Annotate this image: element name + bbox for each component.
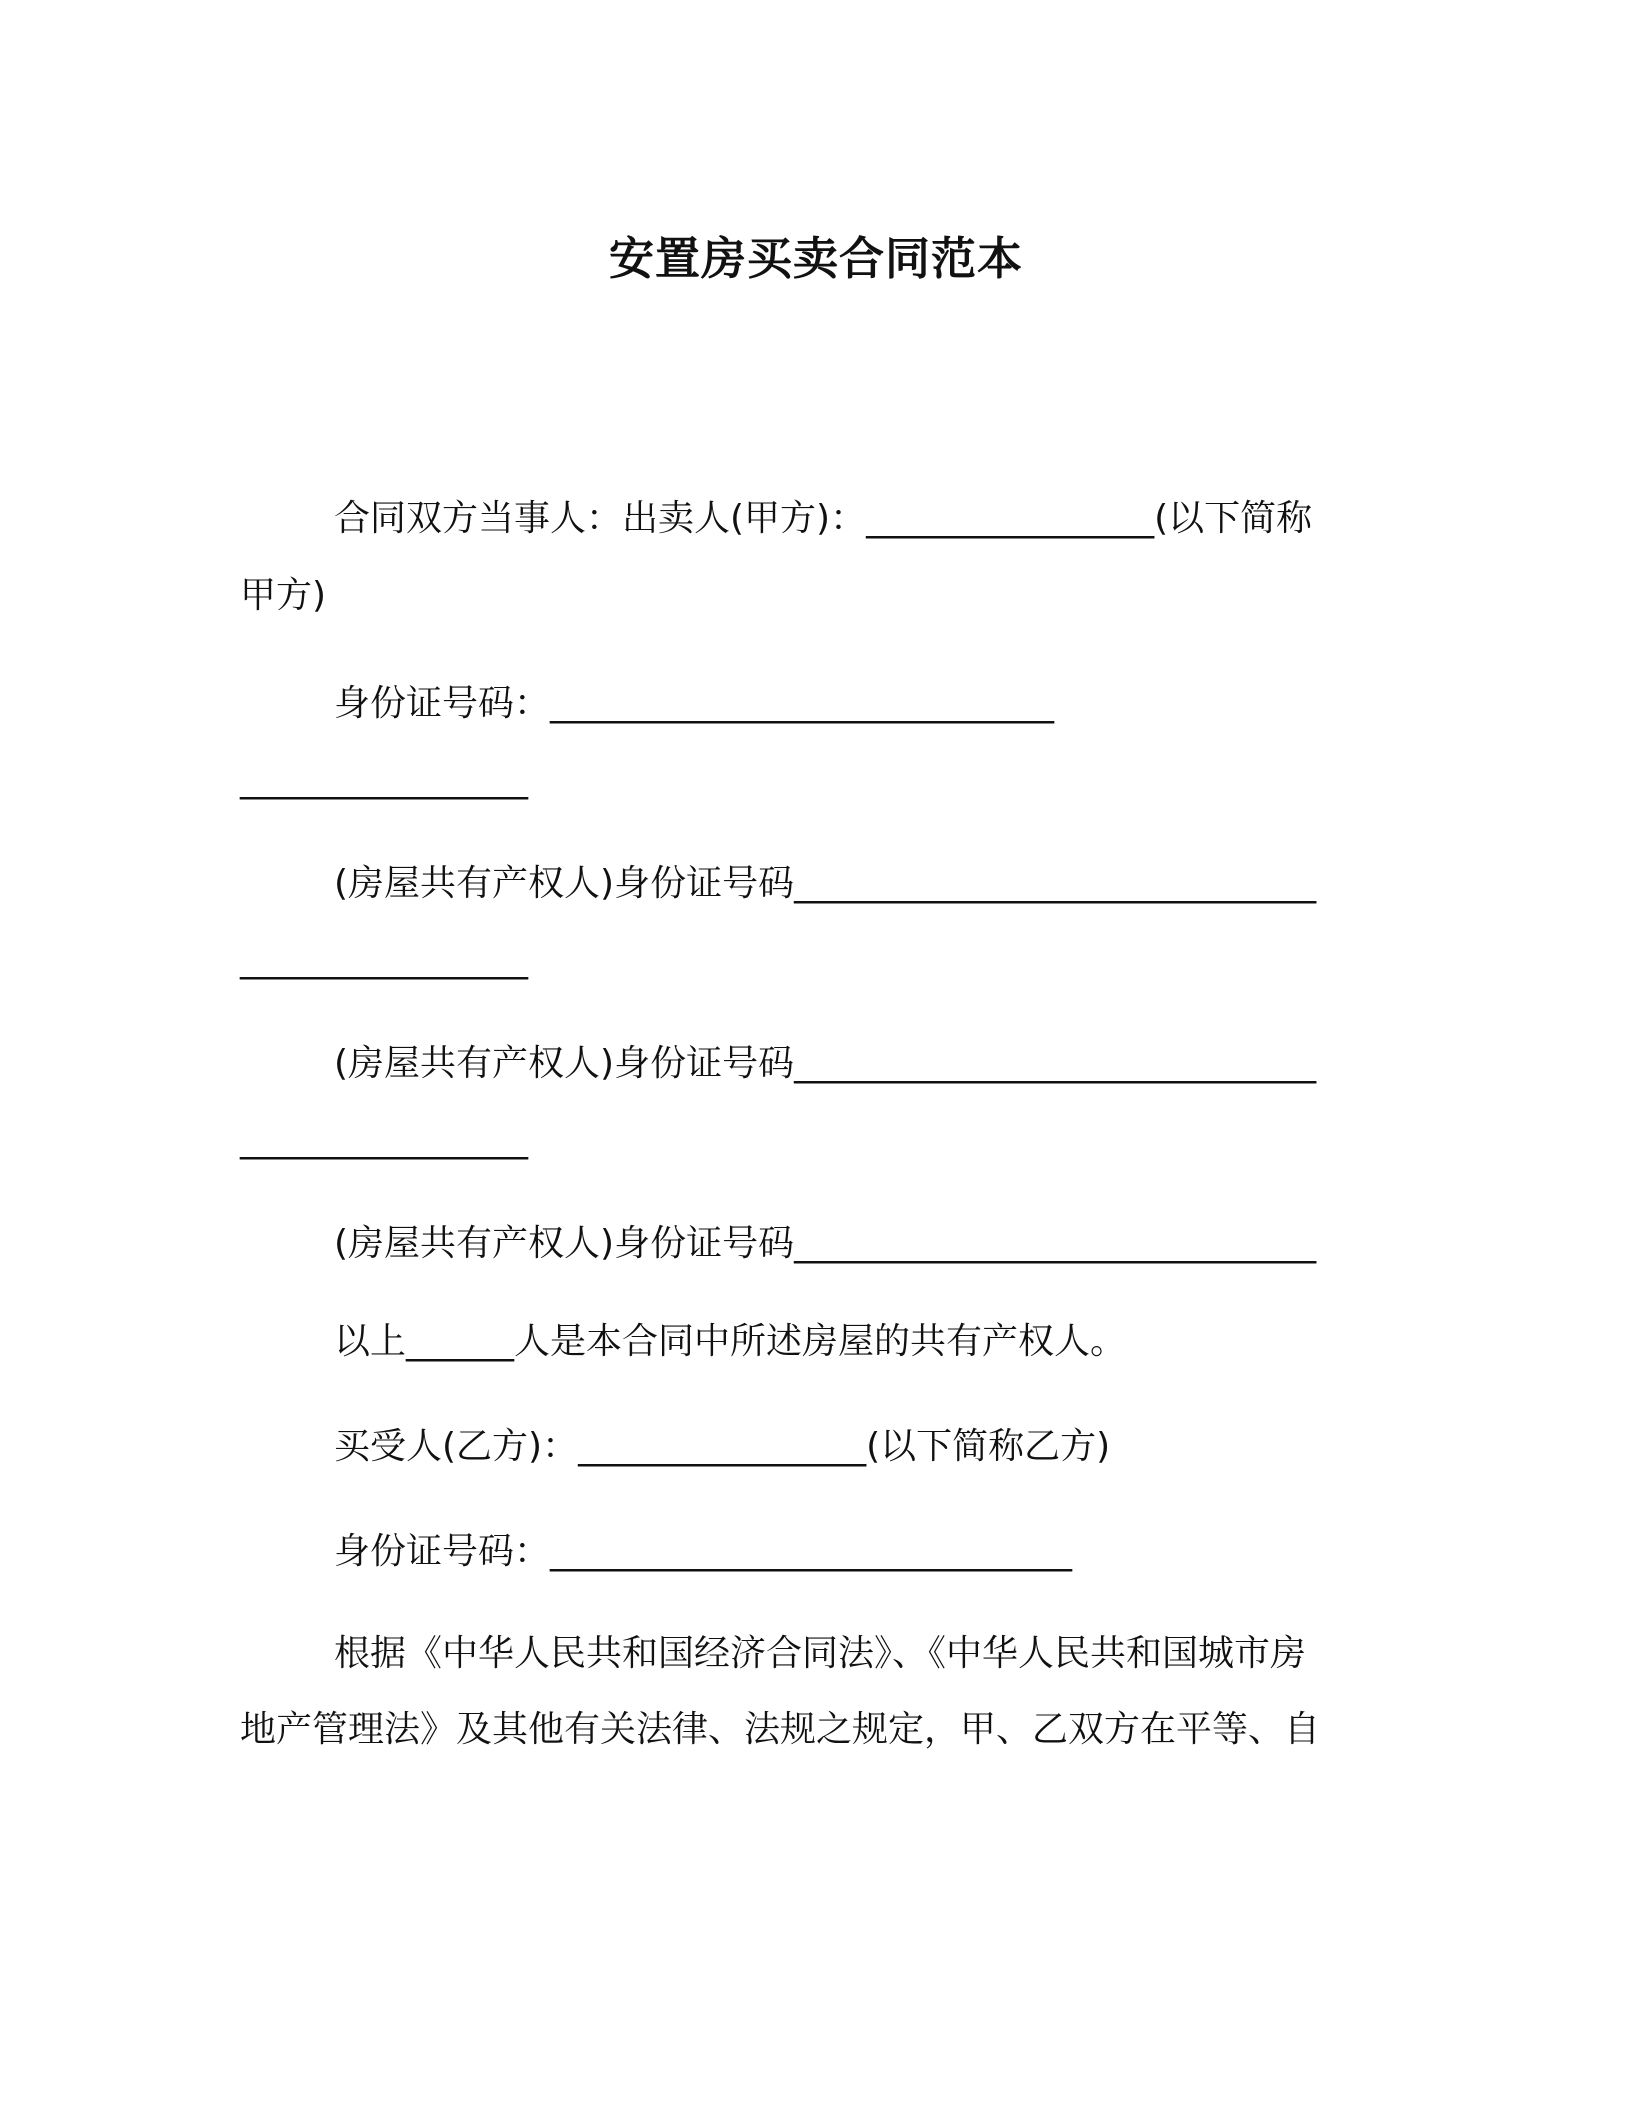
co-owner-id-line-3: (房屋共有产权人)身份证号码_____________________________ [334,1223,1317,1264]
document-title: 安置房买卖合同范本 [608,232,1023,285]
legal-basis-line: 根据《中华人民共和国经济合同法》、《中华人民共和国城市房 [334,1633,1307,1674]
seller-party-line-cont: 甲方) [240,575,327,616]
seller-id-line-cont: ________________ [240,759,528,800]
co-owners-count-line: 以上______人是本合同中所述房屋的共有产权人。 [334,1321,1127,1362]
co-owner-id-line-1-cont: ________________ [240,939,528,980]
seller-party-line: 合同双方当事人：出卖人(甲方)：________________(以下简称 [334,498,1313,539]
seller-id-line: 身份证号码：____________________________ [334,683,1055,724]
buyer-party-line: 买受人(乙方)：________________(以下简称乙方) [334,1426,1111,1467]
co-owner-id-line-2-cont: ________________ [240,1119,528,1160]
co-owner-id-line-1: (房屋共有产权人)身份证号码_____________________________ [334,863,1317,904]
co-owner-id-line-2: (房屋共有产权人)身份证号码_____________________________ [334,1043,1317,1084]
buyer-id-line: 身份证号码：_____________________________ [334,1531,1073,1572]
legal-basis-line-cont: 地产管理法》及其他有关法律、法规之规定，甲、乙双方在平等、自 [240,1709,1321,1750]
